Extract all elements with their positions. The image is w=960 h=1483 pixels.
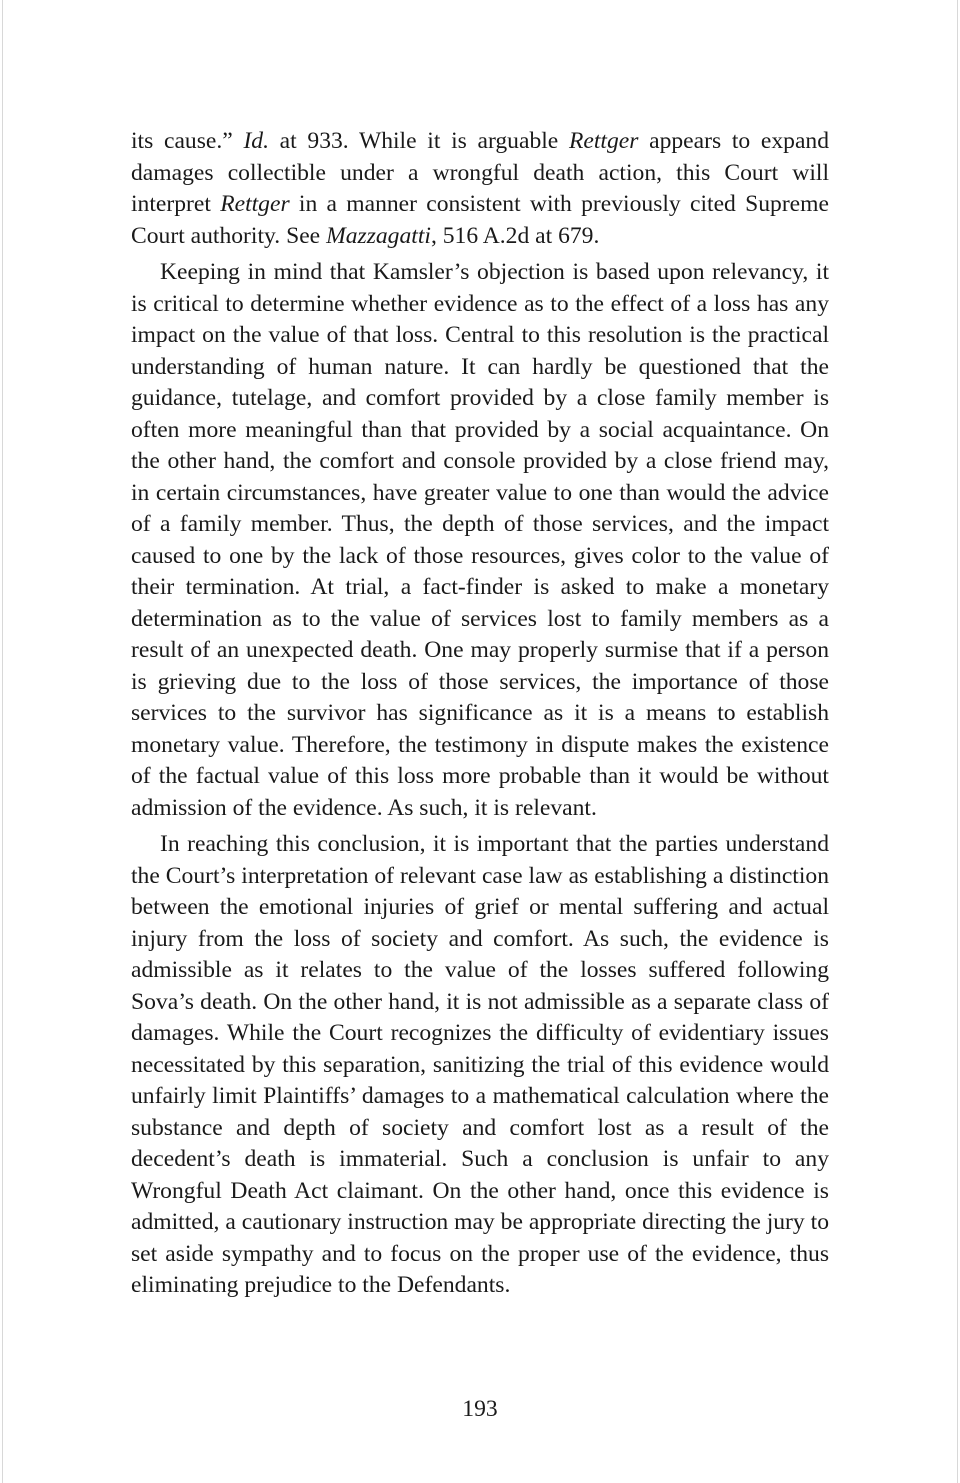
case-name-mazzagatti: Mazzagatti — [326, 222, 431, 249]
paragraph-2: Keeping in mind that Kamsler’s objection is based upon relevancy, it is critical to determine whether evidence as to the effect of a loss has any impact on the value of that loss. Central to this resolution is the practical understanding of human nature. It can hardly be questioned that the guidance, tutelage, and comfort provided by a close family member is often more meaningful than that provided by a social acquaintance. On the other hand, the comfort and console provided by a close friend may, in certain circumstances, have greater value to one than would the advice of a family member. Thus, the depth of those services, and the impact caused to one by the lack of those resources, gives color to the value of their termination. At trial, a fact-finder is asked to make a monetary determination as to the value of services lost to family members as a result of an unexpected death. One may properly surmise that if a person is grieving due to the loss of those services, the importance of those services to the survivor has significance as it is a means to establish monetary value. Therefore, the testimony in dispute makes the existence of the factual value of this loss more probable than it would be without admission of the evidence. As such, it is relevant. — [131, 259, 829, 821]
case-name-rettger-2: Rettger — [220, 191, 290, 217]
page-right-border — [957, 0, 958, 1483]
paragraph-1-text-3: appears to expand damages collectible under a wrongful death action, this Court will interpret — [131, 128, 830, 217]
paragraph-1 — [131, 126, 829, 252]
case-name-rettger: Rettger — [568, 128, 639, 154]
page-number: 193 — [462, 1396, 498, 1422]
paragraph-1-text-4: in a manner consistent with previously cited Supreme Court authority. See — [131, 191, 829, 249]
paragraph-3: In reaching this conclusion, it is important that the parties understand the Court’s interpretation of relevant case law as establishing a distinction between the emotional injuries of grief or mental suffering and actual injury from the loss of society and comfort. As such, the evidence is admissible as it relates to the value of the losses suffered following Sova’s death. On the other hand, it is not admissible as a separate class of damages. While the Court recognizes the difficulty of evidentiary issues necessitated by this separation, sanitizing the trial of this evidence would unfairly limit Plaintiffs’ damages to a mathematical calculation where the substance and depth of society and comfort lost as a result of the decedent’s death is immaterial. Such a conclusion is unfair to any Wrongful Death Act claimant. On the other hand, once this evidence is admitted, a cautionary instruction may be appropriate directing the jury to set aside sympathy and to focus on the proper use of the evidence, thus eliminating prejudice to the Defendants. — [131, 831, 829, 1298]
paragraph-1-text-5: , 516 A.2d at 679. — [430, 222, 600, 249]
page-left-border — [2, 0, 3, 1483]
citation-id: Id. — [243, 128, 269, 154]
paragraph-1-text-2: at 933. While it is arguable — [269, 128, 569, 154]
paragraph-1-text-1: its cause.” — [131, 128, 244, 154]
body-text — [131, 126, 829, 1302]
